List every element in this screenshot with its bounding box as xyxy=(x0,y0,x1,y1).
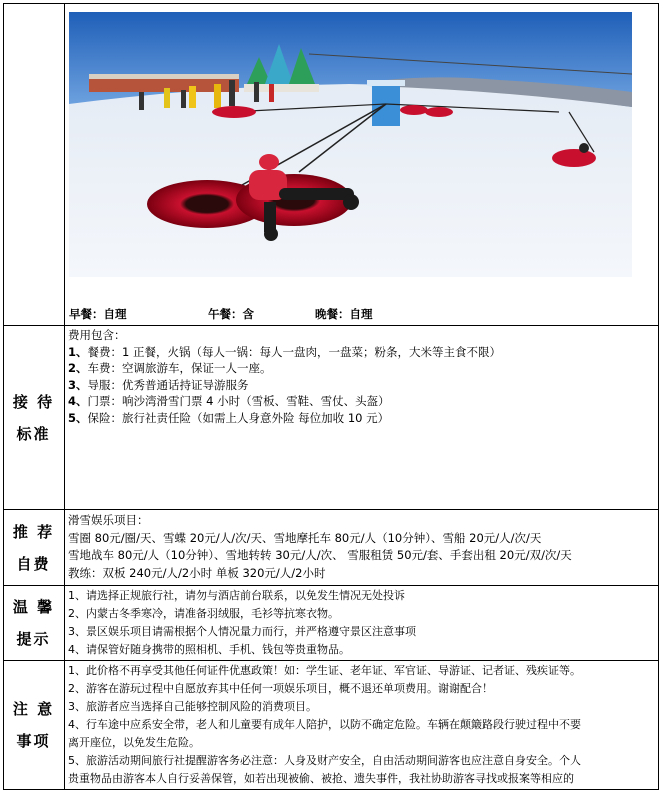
reception-line: 费用包含： xyxy=(68,328,126,342)
lunch-text: 午餐：含 xyxy=(208,307,254,321)
recommend-line: 滑雪娱乐项目： xyxy=(68,513,149,527)
table-border-right xyxy=(658,3,659,790)
column-divider xyxy=(64,3,65,790)
row-divider-3 xyxy=(3,585,659,586)
tips-line: 3、景区娱乐项目请需根据个人情况量力而行，并严格遵守景区注意事项 xyxy=(68,625,416,638)
tips-content xyxy=(68,587,656,659)
dinner-text: 晚餐：自理 xyxy=(315,307,373,321)
notes-line: 离开座位，以免发生危险。 xyxy=(68,736,200,749)
recommend-line: 雪地战车 80元/人（10分钟）、雪地转转 30元/人/次、 雪服租赁 50元/套、手套出租 20元/双/次/天 xyxy=(68,548,572,562)
notes-label: 注 意 事项 xyxy=(12,700,55,750)
notes-line: 3、旅游者应当选择自己能够控制风险的消费项目。 xyxy=(68,700,317,713)
notes-line: 贵重物品由游客本人自行妥善保管，如若出现被偷、被抢、遗失事件，我社协助游客寻找或报案等相应的 xyxy=(68,772,574,785)
recommend-line: 教练：双板 240元/人/2小时 单板 320元/人/2小时 xyxy=(68,565,326,580)
notes-line: 5、旅游活动期间旅行社提醒游客务必注意：人身及财产安全，自由活动期间游客也应注意自身安全。个人 xyxy=(68,754,581,767)
tips-label: 温 馨 提示 xyxy=(12,598,55,648)
row-divider-4 xyxy=(3,660,659,661)
notes-line: 2、游客在游玩过程中自愿放弃其中任何一项娱乐项目，概不退还单项费用。谢谢配合！ xyxy=(68,682,493,695)
recommend-label: 推 荐 自费 xyxy=(12,522,55,573)
reception-label: 接 待 标准 xyxy=(12,392,55,443)
tips-line: 1、请选择正规旅行社，请勿与酒店前台联系，以免发生情况无处投诉 xyxy=(68,589,405,602)
reception-line: 3、导服：优秀普通话持证导游服务 xyxy=(68,377,249,392)
reception-line: 4、门票：响沙湾滑雪门票 4 小时（雪板、雪鞋、雪仗、头盔） xyxy=(68,394,390,408)
reception-line: 1、餐费：1 正餐，火锅（每人一锅：每人一盘肉，一盘菜；粉条，大米等主食不限） xyxy=(68,344,501,359)
tips-line: 2、内蒙古冬季寒冷，请准备羽绒服，毛衫等抗寒衣物。 xyxy=(68,607,339,620)
recommend-line: 雪圈 80元/圈/天、雪蝶 20元/人/次/天、雪地摩托车 80元/人（10分钟）、雪船 20元/人/次/天 xyxy=(68,530,542,545)
row-divider-1 xyxy=(3,325,659,326)
recommend-content xyxy=(68,512,656,582)
reception-line: 2、车费：空调旅游车，保证一人一座。 xyxy=(68,361,272,375)
row-divider-2 xyxy=(3,509,659,510)
breakfast-text: 早餐：自理 xyxy=(69,307,127,321)
notes-line: 4、行车途中应系安全带，老人和儿童要有成年人陪护，以防不确定危险。车辆在颠簸路段行驶过程中不要 xyxy=(68,718,581,731)
table-border-top xyxy=(3,3,659,4)
reception-line: 5、保险：旅行社责任险（如需上人身意外险 每位加收 10 元） xyxy=(68,410,390,425)
table-border-bottom xyxy=(3,789,659,790)
reception-content xyxy=(68,327,656,426)
tips-line: 4、请保管好随身携带的照相机、手机、钱包等贵重物品。 xyxy=(68,643,350,656)
snow-tubing-photo xyxy=(69,12,632,277)
notes-content xyxy=(68,662,656,788)
notes-line: 1、此价格不再享受其他任何证件优惠政策！如：学生证、老年证、军官证、导游证、记者证、残疾证等。 xyxy=(68,664,581,677)
